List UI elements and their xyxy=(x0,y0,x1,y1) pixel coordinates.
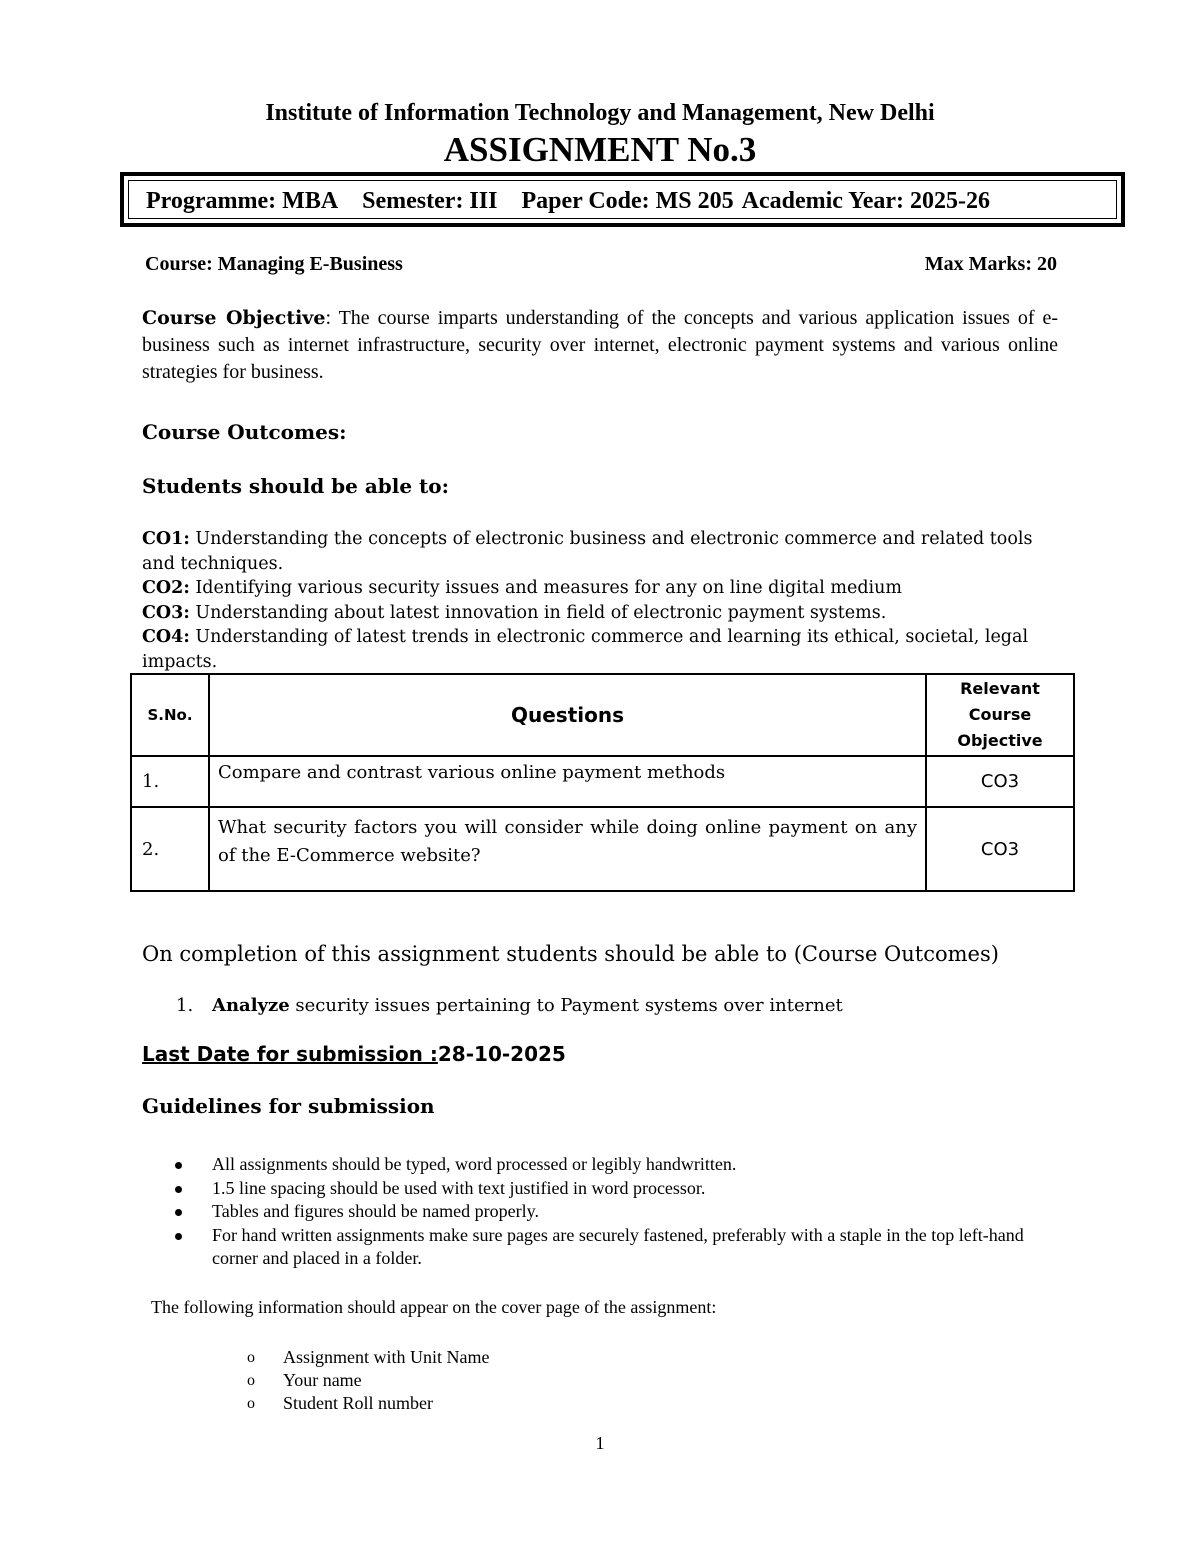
programme: Programme: MBA xyxy=(146,188,339,214)
co-code: CO3: xyxy=(142,602,190,623)
course-outcomes-list xyxy=(142,527,1062,674)
table-row xyxy=(131,807,1074,891)
last-date-value: 28-10-2025 xyxy=(437,1042,566,1066)
row-sno: 1. xyxy=(131,756,209,807)
last-date-label: Last Date for submission : xyxy=(142,1042,438,1066)
row-co: CO3 xyxy=(926,756,1074,807)
course-objective xyxy=(142,305,1058,386)
completion-item xyxy=(176,995,843,1016)
list-item: o Student Roll number xyxy=(247,1392,489,1415)
item-bold-verb: Analyze xyxy=(212,995,290,1016)
row-sno: 2. xyxy=(131,807,209,891)
list-item: 1.5 line spacing should be used with text justified in word processor. xyxy=(172,1177,1062,1201)
guidelines-heading: Guidelines for submission xyxy=(142,1094,435,1118)
list-item: Tables and figures should be named properly. xyxy=(172,1200,1062,1224)
last-date xyxy=(142,1042,566,1066)
objective-text: : The course imparts understanding of the concepts and various application issues of e-business such as internet infrastructure, security over internet, electronic payment systems and various online strategies for business. xyxy=(142,307,1058,383)
course-name: Course: Managing E-Business xyxy=(145,253,403,275)
co-item xyxy=(142,601,1062,626)
header-questions: Questions xyxy=(209,674,926,756)
list-item: o Assignment with Unit Name xyxy=(247,1346,489,1369)
page-number: 1 xyxy=(595,1433,605,1453)
co-code: CO2: xyxy=(142,578,190,598)
paper-code: Paper Code: MS 205 xyxy=(521,188,734,214)
header-sno: S.No. xyxy=(131,674,209,756)
list-item: For hand written assignments make sure pages are securely fastened, preferably with a staple in the top left-hand corner and placed in a folder. xyxy=(172,1224,1062,1271)
completion-intro: On completion of this assignment students should be able to (Course Outcomes) xyxy=(142,942,999,966)
co-item xyxy=(142,576,1062,601)
assignment-title: ASSIGNMENT No.3 xyxy=(443,130,757,169)
list-item: All assignments should be typed, word processed or legibly handwritten. xyxy=(172,1153,1062,1177)
header-objective: Relevant Course Objective xyxy=(926,674,1074,756)
cover-page-list xyxy=(247,1346,489,1415)
co-text: Understanding the concepts of electronic business and electronic commerce and related tools and techniques. xyxy=(142,529,1033,574)
co-item xyxy=(142,625,1062,674)
objective-label: Course Objective xyxy=(142,307,326,329)
questions-table xyxy=(130,673,1075,892)
co-item xyxy=(142,527,1062,576)
row-co: CO3 xyxy=(926,807,1074,891)
cover-page-intro: The following information should appear on the cover page of the assignment: xyxy=(151,1297,717,1317)
co-text: Understanding about latest innovation in field of electronic payment systems. xyxy=(189,602,887,623)
table-header-row xyxy=(131,674,1074,756)
max-marks: Max Marks: 20 xyxy=(924,253,1057,275)
row-question: What security factors you will consider while doing online payment on any of the E-Commerce website? xyxy=(209,807,926,891)
co-code: CO4: xyxy=(142,627,190,647)
item-number: 1. xyxy=(176,995,194,1016)
guidelines-list xyxy=(172,1153,1062,1271)
table-row xyxy=(131,756,1074,807)
academic-year: Academic Year: 2025-26 xyxy=(741,188,991,214)
list-item: o Your name xyxy=(247,1369,489,1392)
row-question: Compare and contrast various online payment methods xyxy=(209,756,926,807)
programme-info xyxy=(146,188,990,215)
course-row xyxy=(145,253,1057,276)
item-text: security issues pertaining to Payment systems over internet xyxy=(289,995,843,1016)
semester: Semester: III xyxy=(362,188,498,214)
outcomes-subheading: Students should be able to: xyxy=(142,474,450,498)
programme-box xyxy=(120,172,1125,227)
co-code: CO1: xyxy=(142,529,190,549)
institute-name: Institute of Information Technology and Management, New Delhi xyxy=(265,100,935,126)
co-text: Identifying various security issues and measures for any on line digital medium xyxy=(189,578,903,598)
outcomes-heading: Course Outcomes: xyxy=(142,420,347,444)
co-text: Understanding of latest trends in electronic commerce and learning its ethical, societal, legal impacts. xyxy=(142,627,1029,672)
